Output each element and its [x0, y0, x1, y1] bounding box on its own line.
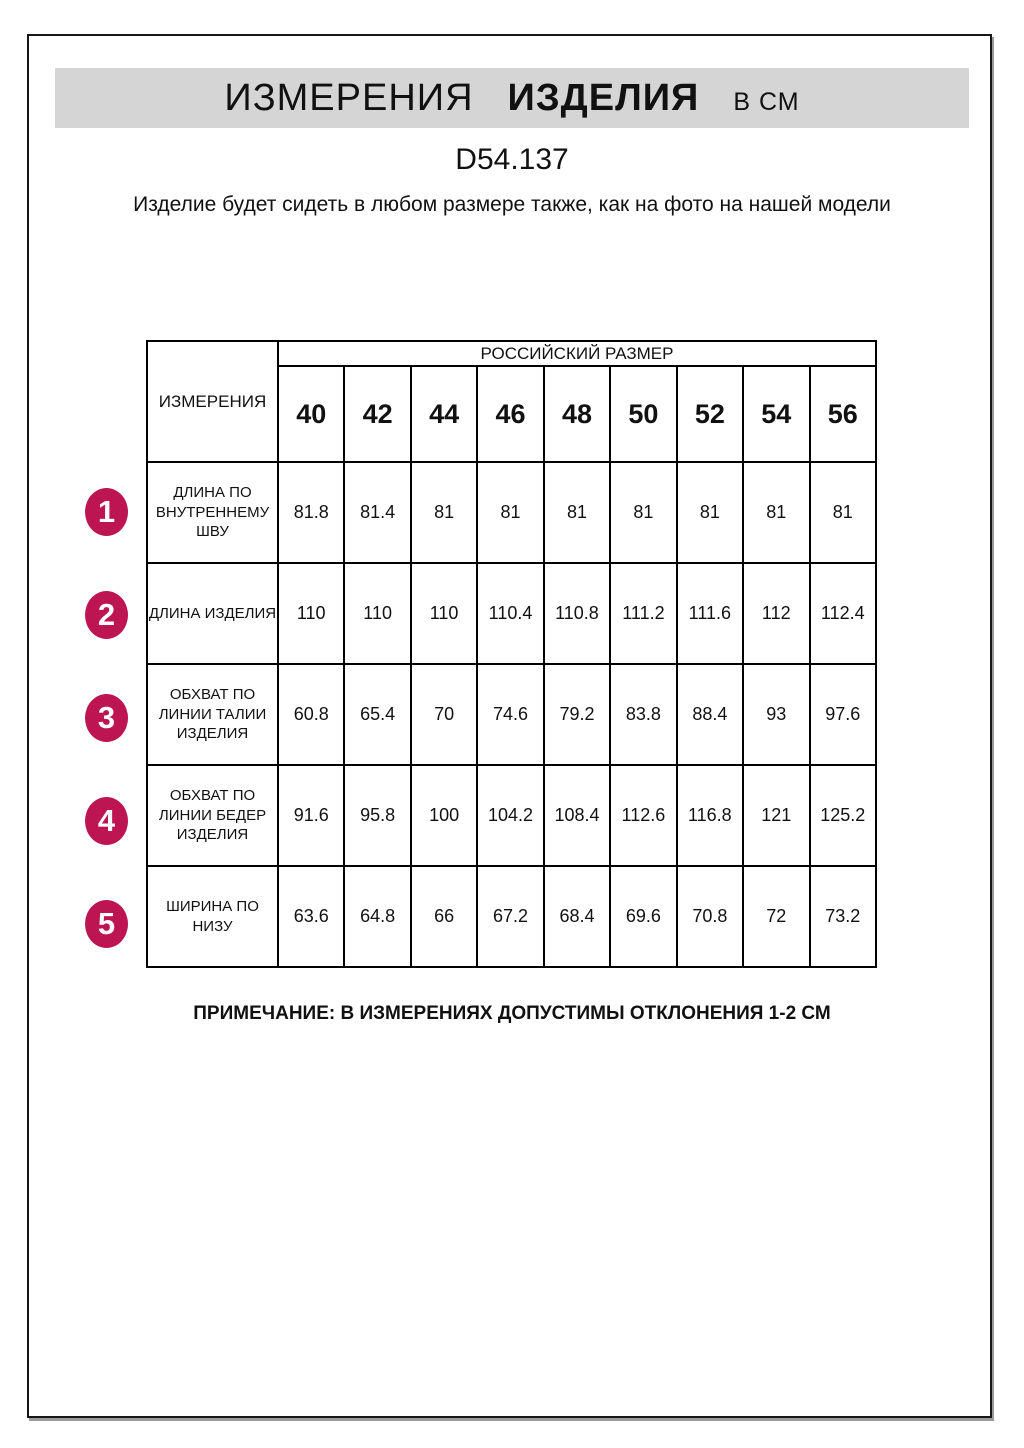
- measurement-value: 83.8: [610, 664, 676, 765]
- size-header: 52: [677, 366, 743, 462]
- measurement-value: 64.8: [344, 866, 410, 967]
- table-header-row-group: [147, 341, 876, 366]
- fit-note-subtitle: Изделие будет сидеть в любом размере также, как на фото на нашей модели: [133, 193, 891, 216]
- size-header: 50: [610, 366, 676, 462]
- row-number-badge: 4: [85, 797, 128, 845]
- page-title: [224, 77, 799, 120]
- measurement-value: 81: [810, 462, 877, 563]
- measurement-value: 81: [743, 462, 809, 563]
- row-number-badge: 2: [85, 591, 128, 639]
- measurement-value: 112: [743, 563, 809, 664]
- measurement-value: 65.4: [344, 664, 410, 765]
- size-header: 42: [344, 366, 410, 462]
- measurement-value: 110: [344, 563, 410, 664]
- measurement-value: 100: [411, 765, 477, 866]
- measurement-value: 60.8: [278, 664, 344, 765]
- row-number-badge: 3: [85, 694, 128, 742]
- tolerance-note: ПРИМЕЧАНИЕ: В ИЗМЕРЕНИЯХ ДОПУСТИМЫ ОТКЛОНЕНИЯ 1-2 СМ: [193, 1003, 831, 1024]
- measurement-value: 74.6: [477, 664, 543, 765]
- size-header: 56: [810, 366, 877, 462]
- table-row-inseam-length: [147, 462, 876, 563]
- size-header: 48: [544, 366, 610, 462]
- size-header: 54: [743, 366, 809, 462]
- measurement-value: 79.2: [544, 664, 610, 765]
- table-row-item-length: [147, 563, 876, 664]
- measurement-value: 72: [743, 866, 809, 967]
- measurement-value: 110: [411, 563, 477, 664]
- measurement-value: 81.8: [278, 462, 344, 563]
- measurement-value: 81: [477, 462, 543, 563]
- measurement-label: ОБХВАТ ПО ЛИНИИ ТАЛИИ ИЗДЕЛИЯ: [147, 664, 278, 765]
- size-header: 44: [411, 366, 477, 462]
- measurement-value: 116.8: [677, 765, 743, 866]
- table-row-bottom-width: [147, 866, 876, 967]
- size-measurements-table: [146, 340, 877, 968]
- measurement-value: 125.2: [810, 765, 877, 866]
- measurements-column-header: ИЗМЕРЕНИЯ: [147, 341, 278, 462]
- title-product: ИЗДЕЛИЯ: [507, 76, 700, 119]
- title-measurements: ИЗМЕРЕНИЯ: [224, 76, 474, 119]
- size-header: 40: [278, 366, 344, 462]
- measurement-value: 68.4: [544, 866, 610, 967]
- measurement-value: 63.6: [278, 866, 344, 967]
- measurement-value: 104.2: [477, 765, 543, 866]
- size-header: 46: [477, 366, 543, 462]
- row-number-badge: 1: [85, 488, 128, 536]
- measurement-value: 93: [743, 664, 809, 765]
- measurement-value: 73.2: [810, 866, 877, 967]
- measurement-value: 110.8: [544, 563, 610, 664]
- title-band: [55, 68, 969, 128]
- measurement-value: 91.6: [278, 765, 344, 866]
- measurement-value: 112.4: [810, 563, 877, 664]
- measurement-value: 110.4: [477, 563, 543, 664]
- measurement-value: 108.4: [544, 765, 610, 866]
- measurement-value: 111.2: [610, 563, 676, 664]
- measurement-value: 81.4: [344, 462, 410, 563]
- measurement-value: 97.6: [810, 664, 877, 765]
- measurement-label: ОБХВАТ ПО ЛИНИИ БЕДЕР ИЗДЕЛИЯ: [147, 765, 278, 866]
- title-unit: В СМ: [733, 87, 800, 116]
- measurement-value: 70: [411, 664, 477, 765]
- measurement-value: 67.2: [477, 866, 543, 967]
- measurement-label: ДЛИНА ИЗДЕЛИЯ: [147, 563, 278, 664]
- measurement-value: 112.6: [610, 765, 676, 866]
- measurement-value: 121: [743, 765, 809, 866]
- measurement-value: 66: [411, 866, 477, 967]
- row-number-badge: 5: [85, 900, 128, 948]
- measurement-value: 81: [544, 462, 610, 563]
- table-row-hip-girth: [147, 765, 876, 866]
- measurement-label: ШИРИНА ПО НИЗУ: [147, 866, 278, 967]
- russian-size-group-header: РОССИЙСКИЙ РАЗМЕР: [278, 341, 876, 366]
- measurement-value: 70.8: [677, 866, 743, 967]
- measurement-value: 110: [278, 563, 344, 664]
- measurement-value: 111.6: [677, 563, 743, 664]
- measurement-value: 95.8: [344, 765, 410, 866]
- measurement-value: 81: [677, 462, 743, 563]
- table-row-waist-girth: [147, 664, 876, 765]
- product-code: D54.137: [455, 143, 569, 176]
- measurement-value: 88.4: [677, 664, 743, 765]
- measurement-label: ДЛИНА ПО ВНУТРЕННЕМУ ШВУ: [147, 462, 278, 563]
- measurement-value: 81: [610, 462, 676, 563]
- measurement-value: 69.6: [610, 866, 676, 967]
- measurement-value: 81: [411, 462, 477, 563]
